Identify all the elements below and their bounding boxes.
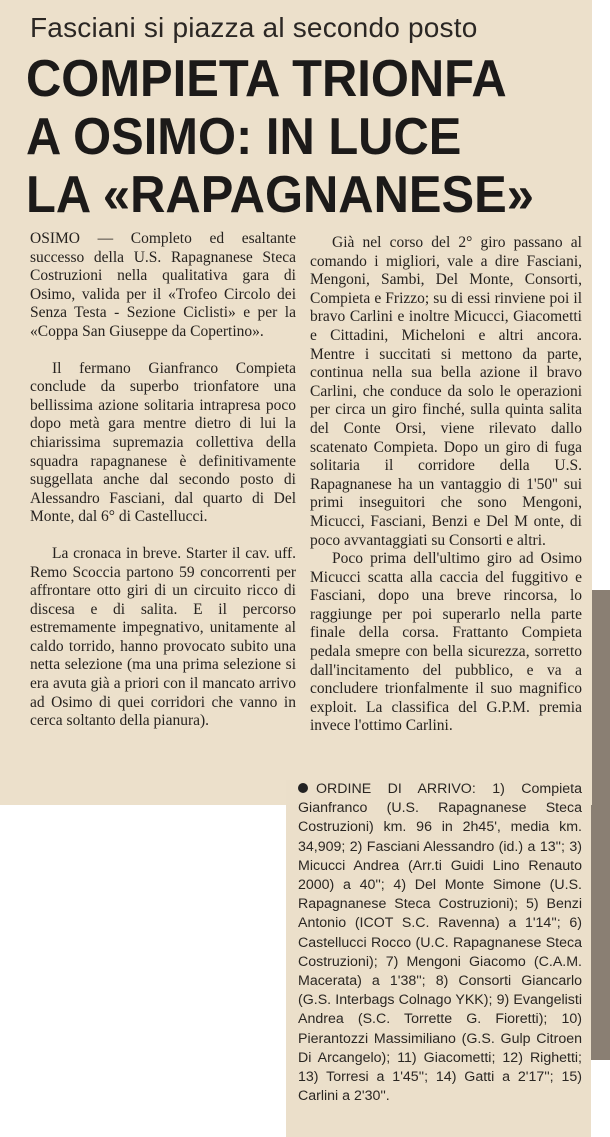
paragraph-race-course: Già nel corso del 2° giro passano al comando i migliori, vale a dire Fasciani, Mengoni, Sambi, Del Monte, Consorti, Compieta e Frizzo; su di essi rinviene poi il bravo Carlini e inoltre Micucci, Giacometti e Cittadini, Micheloni e altri ancora. Mentre i succitati si mettono da parte, continua nella sua bella azione il bravo Carlini, che conduce da solo le operazioni per circa un giro finché, sulla quinta salita del Conte Orsi, viene rilevato dallo scatenato Compieta. Dopo un giro di fuga solitaria il corridore della U.S. Rapagnanese ha un vantaggio di 1'50'' sui primi inseguitori che sono Mengoni, Micucci, Fasciani, Benzi e Del M onte, di poco avvantaggiati su Consorti e altri. xyxy=(310,234,582,549)
results-box xyxy=(298,780,582,1106)
paragraph-compieta: Il fermano Gianfranco Compieta conclude da superbo trionfatore una bellissima azione solitaria intrapresa poco dopo metà gara mentre dietro di lui la chiarissima supremazia collettiva della squadra rapagnanese è definitivamente suggellata anche dal secondo posto di Alessandro Fasciani, dal quarto di Del Monte, dal 6° di Castellucci. xyxy=(30,359,296,526)
headline-line-2: A OSIMO: IN LUCE xyxy=(26,108,462,166)
article-column-left xyxy=(30,230,296,731)
main-headline xyxy=(26,50,592,224)
kicker-headline: Fasciani si piazza al secondo posto xyxy=(30,12,478,43)
paragraph-lead: OSIMO — Completo ed esaltante successo della U.S. Rapagnanese Steca Costruzioni nella qualitativa gara di Osimo, valida per il «Trofeo Circolo dei Senza Testa - Sezione Ciclisti» e per la «Coppa San Giuseppe da Copertino». xyxy=(30,230,296,340)
results-label: ORDINE DI ARRIVO: xyxy=(316,781,476,797)
headline-line-3: LA «RAPAGNANESE» xyxy=(26,166,534,224)
bullet-icon xyxy=(298,783,308,793)
paragraph-cronaca: La cronaca in breve. Starter il cav. uff. Remo Scoccia partono 59 concorrenti per affrontare otto giri di un circuito ricco di discesa e di salita. E il percorso estremamente impegnativo, unitamente al caldo torrido, hanno provocato subito una netta selezione (ma una prima selezione si era avuta già a priori con il mancato arrivo ad Osimo di quei corridori che vanno in cerca soltanto della pianura). xyxy=(30,544,296,730)
paragraph-finale: Poco prima dell'ultimo giro ad Osimo Micucci scatta alla caccia del fuggitivo e Fasciani, dopo una breve rincorsa, lo raggiunge per poi superarlo nella parte finale della corsa. Frattanto Compieta pedala smepre con bella sicurezza, sorretto dall'incitamento del pubblico, e va a concludere trionfalmente il suo magnifico exploit. La classifica del G.P.M. premia invece l'ottimo Carlini. xyxy=(310,550,582,735)
results-text: 1) Compieta Gianfranco (U.S. Rapagnanese Steca Costruzioni) km. 96 in 2h45', media km. 34,909; 2) Fasciani Alessandro (id.) a 13''; 3) Micucci Andrea (Arr.ti Guidi Lino Renauto 2000) a 40''; 4) Del Monte Simone (U.S. Rapagnanese Steca Costruzioni); 5) Benzi Antonio (ICOT S.C. Ravenna) a 1'14''; 6) Castellucci Rocco (U.C. Rapagnanese Steca Costruzioni); 7) Mengoni Giacomo (C.A.M. Macerata) a 1'38''; 8) Consorti Giancarlo (G.S. Interbags Colnago YKK); 9) Evangelisti Andrea (S.C. Torrette G. Fioretti); 10) Pierantozzi Massimiliano (G.S. Gulp Citroen Di Arcangelo); 11) Giacometti; 12) Righetti; 13) Torresi a 1'45''; 14) Gatti a 2'17''; 15) Carlini a 2'30''. xyxy=(298,781,582,1105)
headline-line-1: COMPIETA TRIONFA xyxy=(26,50,507,108)
article-column-right xyxy=(310,234,582,736)
